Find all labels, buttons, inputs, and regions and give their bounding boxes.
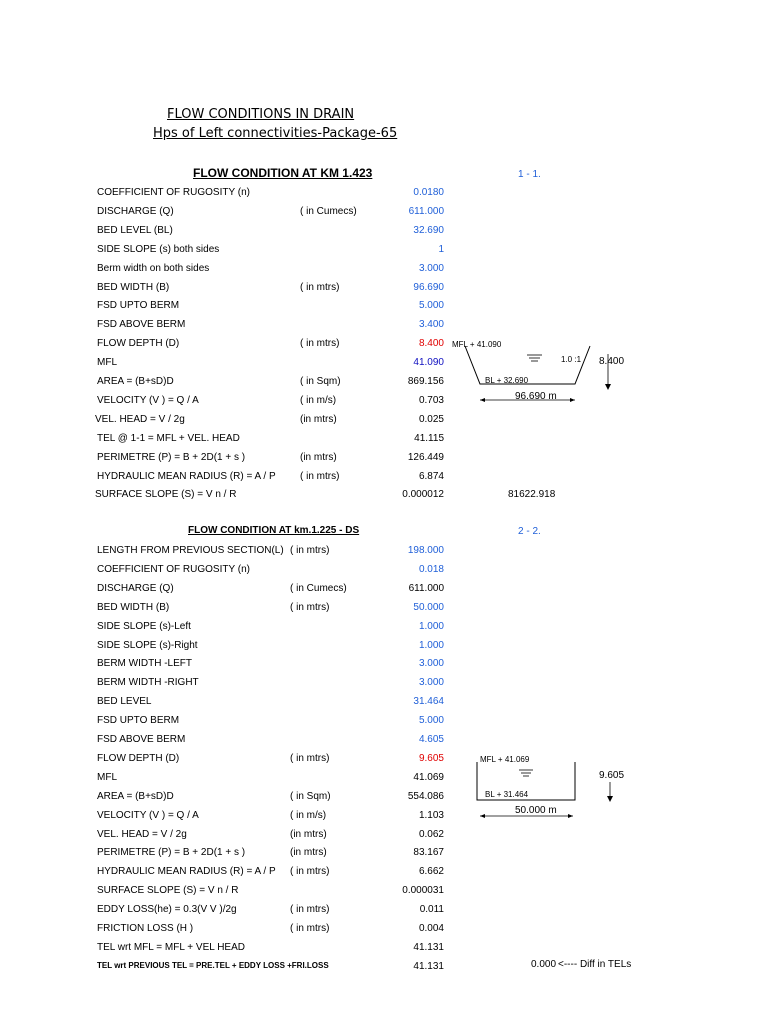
row-value: 50.000: [413, 601, 444, 613]
section1-tag: 1 - 1.: [518, 169, 541, 180]
row-value: 611.000: [408, 205, 444, 217]
row-label: FSD UPTO BERM: [97, 715, 180, 727]
row-label: HYDRAULIC MEAN RADIUS (R) = A / P: [97, 866, 276, 878]
row-label: FSD ABOVE BERM: [97, 319, 186, 331]
row-unit: (in mtrs): [300, 451, 337, 463]
row-value: 6.662: [418, 866, 444, 878]
row-value: 126.449: [407, 451, 444, 463]
row-unit: ( in m/s): [290, 809, 327, 821]
row-unit: ( in mtrs): [300, 338, 340, 350]
section2-diff-label: <---- Diff in TELs: [558, 959, 632, 970]
row-label: COEFFICIENT OF RUGOSITY (n): [97, 563, 250, 575]
row-unit: ( in mtrs): [290, 752, 330, 764]
row-label: PERIMETRE (P) = B + 2D(1 + s ): [97, 451, 246, 463]
row-label: FSD ABOVE BERM: [97, 734, 186, 745]
row-label: FLOW DEPTH (D): [97, 752, 180, 764]
row-value: 5.000: [418, 300, 444, 312]
row-unit: (in mtrs): [290, 828, 327, 840]
section2-mfl-label: MFL + 41.069: [480, 755, 530, 764]
row-unit: ( in Cumecs): [290, 582, 347, 594]
row-label: SIDE SLOPE (s)-Right: [97, 639, 198, 651]
row-value: 96.690: [413, 281, 444, 293]
row-label: DISCHARGE (Q): [97, 205, 174, 217]
row-value: 41.131: [413, 941, 444, 953]
row-label: TEL wrt PREVIOUS TEL = PRE.TEL + EDDY LOSS +FRI.LOSS: [97, 961, 329, 970]
row-label: COEFFICIENT OF RUGOSITY (n): [97, 187, 250, 198]
row-value: 41.090: [413, 357, 444, 369]
row-unit: ( in mtrs): [290, 601, 330, 613]
section2-tag: 2 - 2.: [518, 526, 541, 537]
row-value: 3.000: [418, 677, 444, 689]
row-value: 1.103: [418, 809, 444, 821]
row-value: 31.464: [413, 696, 444, 708]
row-label: MFL: [97, 771, 117, 783]
row-label: VELOCITY (V ) = Q / A: [97, 809, 199, 821]
row-value: 83.167: [413, 847, 444, 859]
row-value: 1.000: [418, 639, 444, 651]
row-label: TEL wrt MFL = MFL + VEL HEAD: [97, 941, 245, 953]
page-title: FLOW CONDITIONS IN DRAIN: [167, 107, 355, 122]
row-value: 0.0180: [413, 187, 444, 198]
section2-bl-label: BL + 31.464: [485, 790, 529, 799]
section2-width-label: 50.000 m: [515, 805, 557, 816]
row-label: MFL: [97, 357, 117, 369]
row-label: TEL @ 1-1 = MFL + VEL. HEAD: [97, 432, 240, 444]
section1-extra-value: 81622.918: [508, 489, 556, 500]
row-label: AREA = (B+sD)D: [97, 376, 174, 387]
section1-bl-label: BL + 32.690: [485, 376, 529, 385]
row-value: 4.605: [418, 734, 444, 745]
row-value: 5.000: [418, 715, 444, 727]
row-value: 0.062: [418, 828, 444, 840]
row-label: BED WIDTH (B): [97, 281, 170, 293]
row-label: HYDRAULIC MEAN RADIUS (R) = A / P: [97, 470, 276, 482]
row-label: BED LEVEL: [97, 696, 152, 708]
row-value: 41.115: [414, 432, 444, 444]
row-unit: ( in mtrs): [290, 866, 330, 878]
row-value: 0.018: [418, 563, 444, 575]
row-label: Berm width on both sides: [97, 262, 210, 274]
row-value: 0.025: [418, 413, 444, 425]
row-label: SIDE SLOPE (s) both sides: [97, 243, 220, 255]
row-label: VEL. HEAD = V / 2g: [95, 413, 185, 425]
row-value: 41.131: [413, 960, 444, 972]
row-unit: ( in Sqm): [290, 790, 331, 802]
row-value: 1: [438, 243, 444, 255]
row-value: 0.000012: [402, 489, 444, 501]
row-label: LENGTH FROM PREVIOUS SECTION(L): [97, 545, 284, 556]
row-unit: (in mtrs): [300, 413, 337, 425]
row-label: BED LEVEL (BL): [97, 224, 173, 236]
row-label: BERM WIDTH -LEFT: [97, 658, 192, 670]
row-value: 9.605: [418, 752, 444, 764]
section1-mfl-label: MFL + 41.090: [452, 340, 502, 349]
row-value: 6.874: [418, 470, 444, 482]
row-value: 8.400: [418, 338, 444, 350]
section1-width-label: 96.690 m: [515, 391, 557, 402]
row-value: 611.000: [408, 582, 444, 594]
row-label: SURFACE SLOPE (S) = V n / R: [97, 885, 239, 897]
row-unit: ( in mtrs): [300, 281, 340, 293]
row-label: FSD UPTO BERM: [97, 300, 180, 312]
row-label: FRICTION LOSS (H ): [97, 923, 194, 934]
row-unit: ( in m/s): [300, 394, 337, 406]
row-value: 3.000: [418, 658, 444, 670]
row-label: BERM WIDTH -RIGHT: [97, 677, 199, 689]
row-unit: (in mtrs): [290, 847, 327, 859]
row-value: 32.690: [413, 224, 444, 236]
row-label: SURFACE SLOPE (S) = V n / R: [95, 489, 237, 501]
section1-depth-label: 8.400: [599, 356, 625, 367]
row-label: PERIMETRE (P) = B + 2D(1 + s ): [97, 847, 246, 859]
row-unit: ( in mtrs): [290, 904, 330, 916]
section2-depth-label: 9.605: [599, 770, 625, 781]
row-value: 0.703: [418, 394, 444, 406]
page-subtitle: Hps of Left connectivities-Package-65: [153, 126, 398, 141]
row-label: AREA = (B+sD)D: [97, 790, 174, 802]
section1-slope-label: 1.0 :1: [561, 355, 582, 364]
section2-diff-value: 0.000: [531, 959, 557, 970]
row-unit: ( in mtrs): [290, 923, 330, 934]
row-label: SIDE SLOPE (s)-Left: [97, 620, 191, 632]
row-unit: ( in mtrs): [290, 545, 330, 556]
row-label: VELOCITY (V ) = Q / A: [97, 394, 199, 406]
row-unit: ( in Cumecs): [300, 205, 357, 217]
row-value: 3.400: [418, 319, 444, 331]
row-value: 0.004: [418, 923, 444, 934]
row-label: FLOW DEPTH (D): [97, 338, 180, 350]
row-label: VEL. HEAD = V / 2g: [97, 828, 187, 840]
row-value: 198.000: [407, 545, 444, 556]
row-label: BED WIDTH (B): [97, 601, 170, 613]
section1-heading: FLOW CONDITION AT KM 1.423: [193, 166, 373, 180]
row-value: 0.011: [419, 904, 444, 916]
row-value: 1.000: [418, 620, 444, 632]
row-unit: ( in mtrs): [300, 470, 340, 482]
row-value: 869.156: [407, 376, 444, 387]
row-value: 41.069: [413, 771, 444, 783]
section2-heading: FLOW CONDITION AT km.1.225 - DS: [188, 525, 360, 536]
row-label: EDDY LOSS(he) = 0.3(V V )/2g: [97, 904, 237, 916]
row-unit: ( in Sqm): [300, 376, 341, 387]
row-value: 0.000031: [402, 885, 444, 897]
row-label: DISCHARGE (Q): [97, 582, 174, 594]
row-value: 3.000: [418, 262, 444, 274]
row-value: 554.086: [407, 790, 444, 802]
